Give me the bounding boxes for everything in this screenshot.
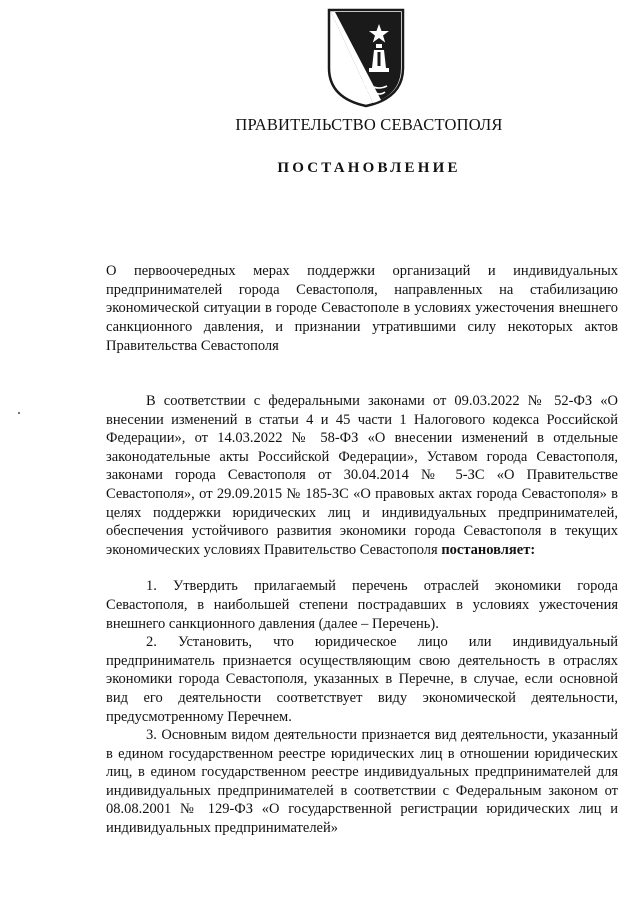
list-item-3: 3. Основным видом деятельности признается вид деятельности, указанный в едином государственном реестре юридических лиц в отношении юридических лиц, в едином государственном реестре индивидуальных предпринимателей для индивидуальных предпринимателей в соответствии с Федеральным законом от 08.08.2001 № 129-ФЗ «О государственной регистрации юридических лиц и индивидуальных предпринимателей» (106, 727, 618, 837)
scan-speck (18, 412, 20, 414)
list-item-2: 2. Установить, что юридическое лицо или индивидуальный предприниматель признается осуществляющим свою деятельность в отраслях экономики города Севастополя, указанных в Перечне, в случае, если основной вид его деятельности соответствует виду экономической деятельности, предусмотренному Перечнем. (106, 634, 618, 725)
preamble-keyword: постановляет: (441, 541, 536, 558)
document-type-title: ПОСТАНОВЛЕНИЕ (277, 160, 461, 176)
government-title: ПРАВИТЕЛЬСТВО СЕВАСТОПОЛЯ (235, 115, 503, 134)
preamble-text: В соответствии с федеральными законами от 09.03.2022 № 52-ФЗ «О внесении изменений в статьи 4 и 45 части 1 Налогового кодекса Российской Федерации», от 14.03.2022 № 58-ФЗ «О внесении изменений в отдельные законодательные акты Российской Федерации», Уставом города Севастополя, законами города Севастополя от 30.04.2014 № 5-ЗС «О Правительстве Севастополя», от 29.09.2015 № 185-ЗС «О правовых актах города Севастополя» в целях поддержки юридических лиц и индивидуальных предпринимателей, обеспечения устойчивого развития экономики города Севастополя в текущих экономических условиях Правительство Севастополя (106, 393, 618, 558)
preamble-paragraph (106, 392, 618, 559)
document-body (106, 392, 618, 838)
list-item-1: 1. Утвердить прилагаемый перечень отраслей экономики города Севастополя, в наибольшей степени пострадавших в условиях ужесточения внешнего санкционного давления (далее – Перечень). (106, 578, 618, 632)
document-subject: О первоочередных мерах поддержки организаций и индивидуальных предпринимателей города Севастополя, направленных на стабилизацию экономической ситуации в городе Севастополе в условиях ужесточения внешнего санкционного давления, и признании утратившими силу некоторых актов Правительства Севастополя (106, 263, 618, 354)
sevastopol-coat-of-arms-icon (325, 6, 407, 108)
